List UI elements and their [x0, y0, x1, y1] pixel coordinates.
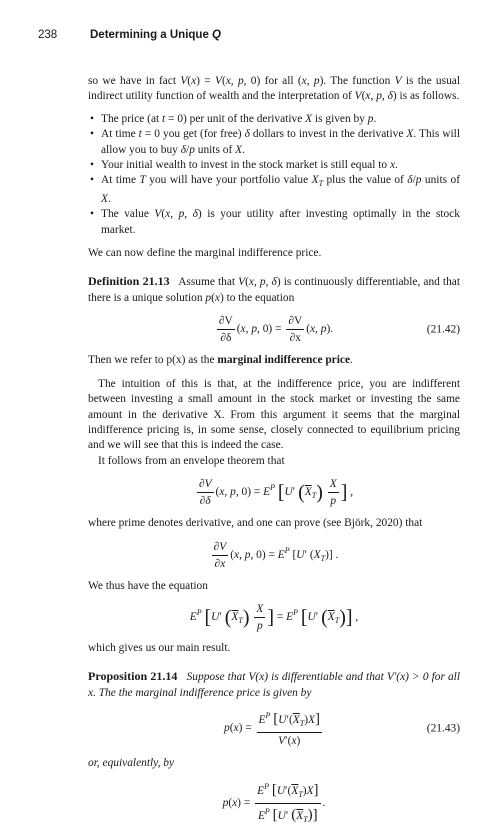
list-item: • At time T you will have your portfolio value $X_T$ plus the value of δ/p units of X.: [90, 174, 460, 205]
equation-envelope: $\frac{\partial V}{\partial\delta}$ (x, p, $0) = E^P$ [U′ $(\overline{X}_T)$ $\frac{X}{p}$ ] ,: [198, 478, 354, 508]
equation-final: p(x) = $\frac{E^P [U'(\overline{X}_T)X]}{E^P [U' (\overline{X}_T)]}$ .: [222, 781, 326, 824]
list-item: • Your initial wealth to invest in the stock market is still equal to x.: [90, 159, 398, 172]
intuition-paragraph: The intuition of this is that, at the indifference price, you are indifferent between investing a small amount in the stock market or investing the same amount in the derivative X. From this argument it seems that the marginal indifference pricing is, in some sense, closely connected to equilibrium pricing and we will see that this is indeed the case.: [88, 377, 460, 452]
page-header: [38, 29, 221, 41]
define-sentence: We can now define the marginal indifference price.: [88, 247, 322, 260]
equation-number: (21.42): [426, 323, 460, 336]
list-item: • At time t = 0 you get (for free) δ dollars to invest in the derivative X. This will allow you to buy δ/p units of X.: [90, 128, 460, 156]
proposition-21-14: Proposition 21.14 Suppose that V(x) is differentiable and that V′(x) > 0 for all x. The the marginal indifference price is given by: [88, 669, 460, 699]
then-paragraph: Then we refer to p(x) as the marginal indifference price.: [88, 354, 353, 367]
prime-paragraph: where prime denotes derivative, and one can prove (see Björk, 2020) that: [88, 517, 423, 530]
page-body: [88, 74, 460, 827]
running-title: Determining a Unique Q: [90, 29, 221, 41]
definition-label: Definition 21.13: [88, 274, 170, 289]
equivalently-sentence: or, equivalently, by: [88, 757, 175, 770]
equation-21-42: $\frac{\partial V}{\partial\delta}$ (x, p, 0) = $\frac{\partial V}{\partial x}$ (x, p). (21.42): [218, 315, 460, 345]
page-number: 238: [38, 29, 58, 41]
main-result-sentence: which gives us our main result.: [88, 641, 231, 654]
list-item: • The price (at t = 0) per unit of the derivative X is given by p.: [90, 112, 377, 125]
intro-paragraph: so we have in fact V(x) = V(x, p, 0) for all (x, p). The function V is the usual indirect utility function of wealth and the interpretation of V(x, p, δ) is as follows.: [88, 75, 460, 103]
term-marginal-indifference-price: marginal indifference price: [217, 354, 351, 367]
list-item: • The value V(x, p, δ) is your utility after investing optimally in the stock market.: [90, 208, 460, 236]
equation-21-43: p(x) = $\frac{E^P [U'(\overline{X}_T)X]}{V'(x)}$ (21.43): [224, 711, 460, 748]
interpretation-list: [88, 112, 460, 238]
equation-prime: $\frac{\partial V}{\partial x}$ (x, p, $0) = E^P$ [U′ $(X_T)$] .: [213, 540, 339, 570]
envelope-sentence: It follows from an envelope theorem that: [98, 454, 285, 467]
equation-thus: $E^P$ [U′ $(\overline{X}_T)$ $\frac{X}{p}$ ] = $E^P$ [U′ $(\overline{X}_T)$] ,: [189, 602, 359, 632]
definition-21-13: Definition 21.13 Assume that V(x, p, δ) is continuously differentiable, and that there is a unique solution p(x) to the equation: [88, 274, 460, 304]
thus-sentence: We thus have the equation: [88, 579, 208, 592]
equation-number: (21.43): [426, 722, 460, 735]
proposition-label: Proposition 21.14: [88, 669, 178, 684]
